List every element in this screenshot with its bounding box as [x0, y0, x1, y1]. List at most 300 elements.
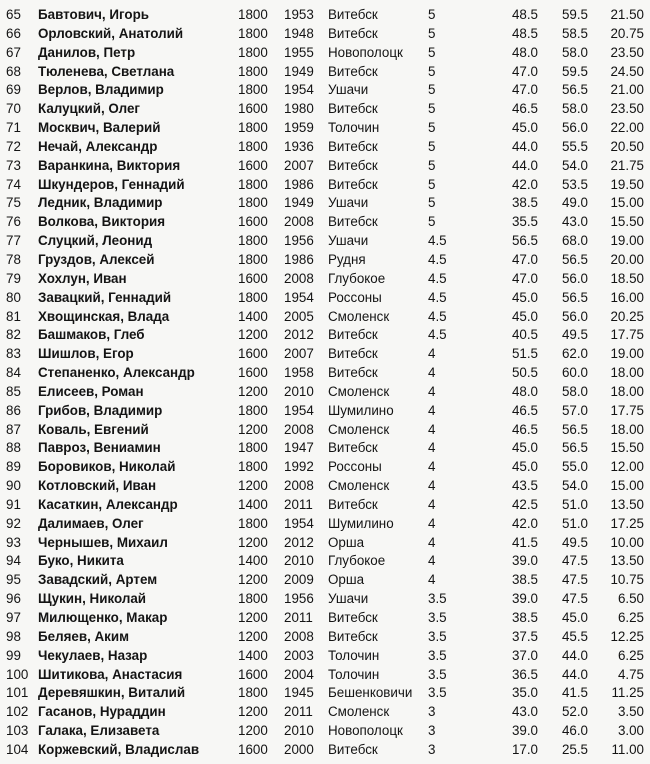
tiebreak-2: 58.5 — [561, 25, 588, 41]
player-city: Бешенковичи — [328, 685, 413, 701]
player-name: Грибов, Владимир — [38, 402, 163, 418]
player-name: Коржевский, Владислав — [38, 741, 200, 757]
tiebreak-2: 55.0 — [561, 459, 588, 475]
player-rating: 1200 — [238, 534, 268, 550]
player-city: Витебск — [328, 214, 378, 230]
tiebreak-3: 3.50 — [617, 704, 644, 720]
table-row — [0, 684, 650, 703]
player-rating: 1600 — [238, 270, 268, 286]
player-name: Милющенко, Макар — [38, 610, 168, 625]
table-row — [0, 402, 650, 421]
row-number: 86 — [6, 402, 21, 418]
tiebreak-2: 60.0 — [561, 365, 588, 381]
birth-year: 2003 — [284, 647, 314, 663]
player-name: Данилов, Петр — [38, 44, 136, 60]
player-name: Верлов, Владимир — [38, 82, 164, 98]
tiebreak-1: 39.0 — [511, 553, 538, 569]
player-name: Чекулаев, Назар — [38, 647, 148, 663]
tiebreak-3: 11.00 — [611, 741, 644, 757]
player-city: Витебск — [328, 440, 378, 456]
tiebreak-3: 10.75 — [610, 572, 644, 588]
tiebreak-1: 45.0 — [511, 440, 538, 456]
tiebreak-2: 58.0 — [561, 44, 588, 60]
tiebreak-2: 46.0 — [561, 723, 588, 739]
tiebreak-2: 58.0 — [561, 383, 588, 399]
tiebreak-1: 46.5 — [511, 402, 538, 418]
table-row — [0, 439, 650, 458]
row-number: 88 — [6, 440, 21, 456]
tiebreak-1: 48.5 — [511, 7, 538, 22]
row-number: 74 — [6, 176, 21, 192]
table-row — [0, 647, 650, 666]
player-city: Смоленск — [328, 478, 390, 494]
row-number: 82 — [6, 327, 21, 343]
player-points: 5 — [428, 214, 436, 230]
player-points: 4.5 — [428, 270, 447, 286]
player-city: Витебск — [328, 741, 378, 757]
birth-year: 2008 — [284, 478, 314, 494]
birth-year: 2004 — [284, 666, 314, 682]
player-city: Россоны — [328, 459, 382, 475]
player-city: Витебск — [328, 101, 378, 117]
tiebreak-3: 21.75 — [610, 157, 644, 173]
player-rating: 1800 — [238, 120, 268, 136]
tiebreak-3: 17.25 — [610, 515, 644, 531]
player-name: Буко, Никита — [38, 553, 124, 569]
tiebreak-2: 56.0 — [561, 120, 588, 136]
tiebreak-2: 62.0 — [561, 346, 588, 362]
tiebreak-2: 68.0 — [561, 233, 588, 249]
player-city: Витебск — [328, 346, 378, 362]
tiebreak-3: 18.00 — [610, 383, 644, 399]
row-number: 95 — [6, 572, 21, 588]
player-name: Башмаков, Глеб — [38, 327, 145, 343]
tiebreak-2: 49.0 — [561, 195, 588, 211]
tiebreak-2: 47.5 — [561, 591, 588, 607]
player-city: Рудня — [328, 251, 366, 267]
table-row — [0, 741, 650, 760]
row-number: 104 — [6, 741, 29, 757]
tiebreak-1: 48.0 — [511, 44, 538, 60]
birth-year: 2009 — [284, 572, 314, 588]
player-city: Новополоцк — [328, 44, 403, 60]
tiebreak-1: 47.0 — [511, 270, 538, 286]
row-number: 79 — [6, 270, 21, 286]
player-city: Орша — [328, 572, 365, 588]
player-points: 4 — [428, 402, 436, 418]
player-name: Хохлун, Иван — [38, 270, 127, 286]
birth-year: 2012 — [284, 327, 314, 343]
player-rating: 1600 — [238, 214, 268, 230]
row-number: 92 — [6, 515, 21, 531]
table-row — [0, 194, 650, 213]
tiebreak-1: 46.5 — [511, 421, 538, 437]
tiebreak-2: 51.0 — [561, 515, 588, 531]
player-name: Степаненко, Александр — [38, 365, 195, 381]
birth-year: 1936 — [284, 138, 314, 154]
player-name: Нечай, Александр — [38, 138, 158, 154]
player-city: Витебск — [328, 176, 378, 192]
player-rating: 1800 — [238, 176, 268, 192]
birth-year: 1992 — [284, 459, 314, 475]
row-number: 68 — [6, 63, 21, 79]
player-city: Глубокое — [328, 270, 386, 286]
row-number: 84 — [6, 365, 21, 381]
player-city: Витебск — [328, 25, 378, 41]
player-points: 4 — [428, 346, 436, 362]
player-points: 4 — [428, 459, 436, 475]
row-number: 70 — [6, 101, 21, 117]
birth-year: 1980 — [284, 101, 314, 117]
tiebreak-2: 56.0 — [561, 308, 588, 324]
birth-year: 1954 — [284, 82, 314, 98]
row-number: 71 — [6, 120, 21, 136]
player-points: 4.5 — [428, 308, 447, 324]
tiebreak-1: 47.0 — [511, 63, 538, 79]
tiebreak-1: 42.0 — [511, 176, 538, 192]
tiebreak-2: 56.5 — [561, 440, 588, 456]
table-row — [0, 63, 650, 82]
table-row — [0, 703, 650, 722]
player-city: Ушачи — [328, 195, 369, 211]
tiebreak-3: 15.00 — [610, 478, 644, 494]
row-number: 81 — [6, 308, 21, 324]
player-name: Чернышев, Михаил — [38, 534, 168, 550]
player-city: Витебск — [328, 7, 378, 22]
player-rating: 1400 — [238, 496, 268, 512]
player-rating: 1800 — [238, 7, 268, 22]
player-rating: 1800 — [238, 251, 268, 267]
tiebreak-2: 56.5 — [561, 251, 588, 267]
tiebreak-2: 54.0 — [561, 478, 588, 494]
birth-year: 2008 — [284, 421, 314, 437]
tiebreak-1: 39.0 — [511, 591, 538, 607]
tiebreak-3: 18.00 — [610, 365, 644, 381]
player-points: 5 — [428, 157, 436, 173]
player-rating: 1800 — [238, 591, 268, 607]
player-rating: 1800 — [238, 289, 268, 305]
tiebreak-3: 18.00 — [610, 421, 644, 437]
tiebreak-3: 24.50 — [610, 63, 644, 79]
row-number: 98 — [6, 628, 21, 644]
tiebreak-1: 42.0 — [511, 515, 538, 531]
tiebreak-3: 20.25 — [610, 308, 644, 324]
player-city: Толочин — [328, 120, 380, 136]
player-points: 3.5 — [428, 610, 447, 625]
player-city: Витебск — [328, 610, 378, 625]
birth-year: 2010 — [284, 383, 314, 399]
birth-year: 1954 — [284, 289, 314, 305]
tiebreak-2: 56.5 — [561, 82, 588, 98]
player-points: 4 — [428, 383, 436, 399]
tiebreak-1: 56.5 — [511, 233, 538, 249]
row-number: 85 — [6, 383, 21, 399]
player-name: Орловский, Анатолий — [38, 25, 184, 41]
table-row — [0, 421, 650, 440]
player-rating: 1200 — [238, 421, 268, 437]
player-city: Витебск — [328, 63, 378, 79]
tiebreak-3: 12.25 — [610, 628, 644, 644]
row-number: 90 — [6, 478, 21, 494]
birth-year: 2007 — [284, 157, 314, 173]
row-number: 102 — [6, 704, 29, 720]
tiebreak-2: 54.0 — [561, 157, 588, 173]
tiebreak-1: 47.0 — [511, 251, 538, 267]
row-number: 83 — [6, 346, 21, 362]
birth-year: 1959 — [284, 120, 314, 136]
player-rating: 1200 — [238, 327, 268, 343]
tiebreak-1: 43.0 — [511, 704, 538, 720]
player-points: 5 — [428, 25, 436, 41]
tiebreak-1: 37.5 — [511, 628, 538, 644]
tiebreak-1: 43.5 — [511, 478, 538, 494]
row-number: 80 — [6, 289, 21, 305]
player-city: Шумилино — [328, 402, 394, 418]
tiebreak-1: 37.0 — [511, 647, 538, 663]
player-city: Витебск — [328, 327, 378, 343]
tiebreak-3: 6.50 — [617, 591, 644, 607]
tiebreak-1: 17.0 — [511, 741, 538, 757]
player-rating: 1800 — [238, 44, 268, 60]
birth-year: 2000 — [284, 741, 314, 757]
player-name: Беляев, Аким — [38, 628, 130, 644]
player-points: 5 — [428, 176, 436, 192]
tiebreak-3: 18.50 — [610, 270, 644, 286]
player-city: Толочин — [328, 666, 380, 682]
player-city: Смоленск — [328, 421, 390, 437]
tiebreak-3: 23.50 — [610, 101, 644, 117]
player-rating: 1200 — [238, 383, 268, 399]
birth-year: 2008 — [284, 628, 314, 644]
player-name: Далимаев, Олег — [38, 515, 144, 531]
tiebreak-3: 3.00 — [617, 723, 644, 739]
birth-year: 1956 — [284, 591, 314, 607]
tiebreak-2: 59.5 — [561, 63, 588, 79]
tiebreak-3: 15.00 — [610, 195, 644, 211]
player-rating: 1600 — [238, 346, 268, 362]
player-name: Боровиков, Николай — [38, 459, 176, 475]
row-number: 67 — [6, 44, 21, 60]
row-number: 78 — [6, 251, 21, 267]
player-points: 5 — [428, 7, 436, 22]
birth-year: 1954 — [284, 402, 314, 418]
player-city: Шумилино — [328, 515, 394, 531]
player-points: 5 — [428, 63, 436, 79]
player-rating: 1600 — [238, 741, 268, 757]
tiebreak-3: 19.00 — [610, 346, 644, 362]
table-row — [0, 6, 650, 25]
player-points: 3.5 — [428, 628, 447, 644]
birth-year: 1949 — [284, 195, 314, 211]
player-city: Ушачи — [328, 82, 369, 98]
player-rating: 1200 — [238, 628, 268, 644]
tiebreak-3: 17.75 — [610, 402, 644, 418]
table-row — [0, 289, 650, 308]
table-row — [0, 176, 650, 195]
player-name: Москвич, Валерий — [38, 120, 161, 136]
table-row — [0, 515, 650, 534]
tiebreak-2: 45.0 — [561, 610, 588, 625]
standings-table — [0, 6, 650, 760]
birth-year: 2011 — [284, 704, 313, 720]
player-name: Коваль, Евгений — [38, 421, 149, 437]
table-row — [0, 496, 650, 515]
player-city: Витебск — [328, 365, 378, 381]
row-number: 87 — [6, 421, 21, 437]
tiebreak-2: 41.5 — [561, 685, 588, 701]
player-name: Груздов, Алексей — [38, 251, 155, 267]
tiebreak-2: 44.0 — [561, 666, 588, 682]
player-rating: 1600 — [238, 666, 268, 682]
player-points: 4 — [428, 421, 436, 437]
tiebreak-1: 44.0 — [511, 157, 538, 173]
tiebreak-3: 19.00 — [610, 233, 644, 249]
tiebreak-2: 52.0 — [561, 704, 588, 720]
tiebreak-3: 23.50 — [610, 44, 644, 60]
player-rating: 1400 — [238, 308, 268, 324]
player-name: Слуцкий, Леонид — [38, 233, 153, 249]
tiebreak-2: 45.5 — [561, 628, 588, 644]
player-points: 4 — [428, 534, 436, 550]
tiebreak-1: 38.5 — [511, 572, 538, 588]
table-row — [0, 571, 650, 590]
player-points: 4.5 — [428, 289, 447, 305]
birth-year: 1986 — [284, 176, 314, 192]
birth-year: 1986 — [284, 251, 314, 267]
tiebreak-3: 17.75 — [610, 327, 644, 343]
tiebreak-1: 35.5 — [511, 214, 538, 230]
table-row — [0, 383, 650, 402]
player-rating: 1800 — [238, 515, 268, 531]
tiebreak-3: 21.00 — [610, 82, 644, 98]
tiebreak-1: 50.5 — [511, 365, 538, 381]
birth-year: 2010 — [284, 723, 314, 739]
player-rating: 1600 — [238, 101, 268, 117]
player-city: Ушачи — [328, 591, 369, 607]
player-rating: 1400 — [238, 553, 268, 569]
player-rating: 1200 — [238, 723, 268, 739]
player-city: Витебск — [328, 496, 378, 512]
table-row — [0, 308, 650, 327]
player-points: 3 — [428, 723, 436, 739]
tiebreak-1: 45.0 — [511, 289, 538, 305]
tiebreak-2: 49.5 — [561, 327, 588, 343]
tiebreak-3: 13.50 — [610, 496, 644, 512]
tiebreak-1: 42.5 — [511, 496, 538, 512]
tiebreak-2: 56.5 — [561, 421, 588, 437]
player-points: 5 — [428, 44, 436, 60]
player-rating: 1400 — [238, 647, 268, 663]
tiebreak-2: 47.5 — [561, 572, 588, 588]
player-points: 4 — [428, 553, 436, 569]
player-rating: 1800 — [238, 233, 268, 249]
player-city: Смоленск — [328, 704, 390, 720]
birth-year: 1947 — [284, 440, 314, 456]
tiebreak-1: 40.5 — [511, 327, 538, 343]
row-number: 99 — [6, 647, 21, 663]
player-points: 4.5 — [428, 233, 447, 249]
table-row — [0, 119, 650, 138]
row-number: 89 — [6, 459, 21, 475]
player-rating: 1800 — [238, 685, 268, 701]
birth-year: 1948 — [284, 25, 314, 41]
tiebreak-2: 59.5 — [561, 7, 588, 22]
player-city: Витебск — [328, 628, 378, 644]
player-name: Павроз, Вениамин — [38, 440, 161, 456]
player-points: 4 — [428, 515, 436, 531]
table-row — [0, 722, 650, 741]
birth-year: 2010 — [284, 553, 314, 569]
player-rating: 1800 — [238, 459, 268, 475]
tiebreak-1: 47.0 — [511, 82, 538, 98]
row-number: 72 — [6, 138, 21, 154]
row-number: 66 — [6, 25, 21, 41]
tiebreak-1: 45.0 — [511, 308, 538, 324]
player-points: 3 — [428, 741, 436, 757]
tiebreak-2: 55.5 — [561, 138, 588, 154]
row-number: 97 — [6, 610, 21, 625]
player-city: Толочин — [328, 647, 380, 663]
player-name: Гасанов, Нураддин — [38, 704, 166, 720]
player-rating: 1200 — [238, 610, 268, 625]
tiebreak-1: 41.5 — [511, 534, 538, 550]
tiebreak-3: 13.50 — [610, 553, 644, 569]
tiebreak-2: 56.5 — [561, 289, 588, 305]
player-points: 4 — [428, 365, 436, 381]
table-row — [0, 138, 650, 157]
player-city: Ушачи — [328, 233, 369, 249]
row-number: 101 — [6, 685, 29, 701]
tiebreak-1: 36.5 — [511, 666, 538, 682]
row-number: 93 — [6, 534, 21, 550]
player-name: Ледник, Владимир — [38, 195, 163, 211]
tiebreak-2: 53.5 — [561, 176, 588, 192]
tiebreak-3: 15.50 — [610, 440, 644, 456]
table-row — [0, 345, 650, 364]
player-name: Деревяшкин, Виталий — [38, 685, 186, 701]
player-name: Волкова, Виктория — [38, 214, 166, 230]
row-number: 73 — [6, 157, 21, 173]
table-row — [0, 213, 650, 232]
player-points: 4.5 — [428, 251, 447, 267]
tiebreak-1: 45.0 — [511, 120, 538, 136]
tiebreak-1: 38.5 — [511, 610, 538, 625]
table-row — [0, 609, 650, 628]
player-name: Варанкина, Виктория — [38, 157, 181, 173]
player-points: 4 — [428, 572, 436, 588]
player-name: Калуцкий, Олег — [38, 101, 140, 117]
tiebreak-1: 51.5 — [511, 346, 538, 362]
player-points: 4 — [428, 496, 436, 512]
player-city: Орша — [328, 534, 365, 550]
tiebreak-3: 20.50 — [610, 138, 644, 154]
player-name: Елисеев, Роман — [38, 383, 144, 399]
player-points: 5 — [428, 120, 436, 136]
birth-year: 2008 — [284, 270, 314, 286]
player-rating: 1200 — [238, 572, 268, 588]
tiebreak-2: 47.5 — [561, 553, 588, 569]
tiebreak-2: 56.0 — [561, 270, 588, 286]
player-city: Новополоцк — [328, 723, 403, 739]
player-name: Бавтович, Игорь — [38, 7, 149, 22]
player-name: Завадский, Артем — [38, 572, 158, 588]
tiebreak-3: 22.00 — [610, 120, 644, 136]
table-row — [0, 326, 650, 345]
birth-year: 1954 — [284, 515, 314, 531]
tiebreak-3: 4.75 — [617, 666, 644, 682]
tiebreak-1: 44.0 — [511, 138, 538, 154]
player-rating: 1800 — [238, 138, 268, 154]
